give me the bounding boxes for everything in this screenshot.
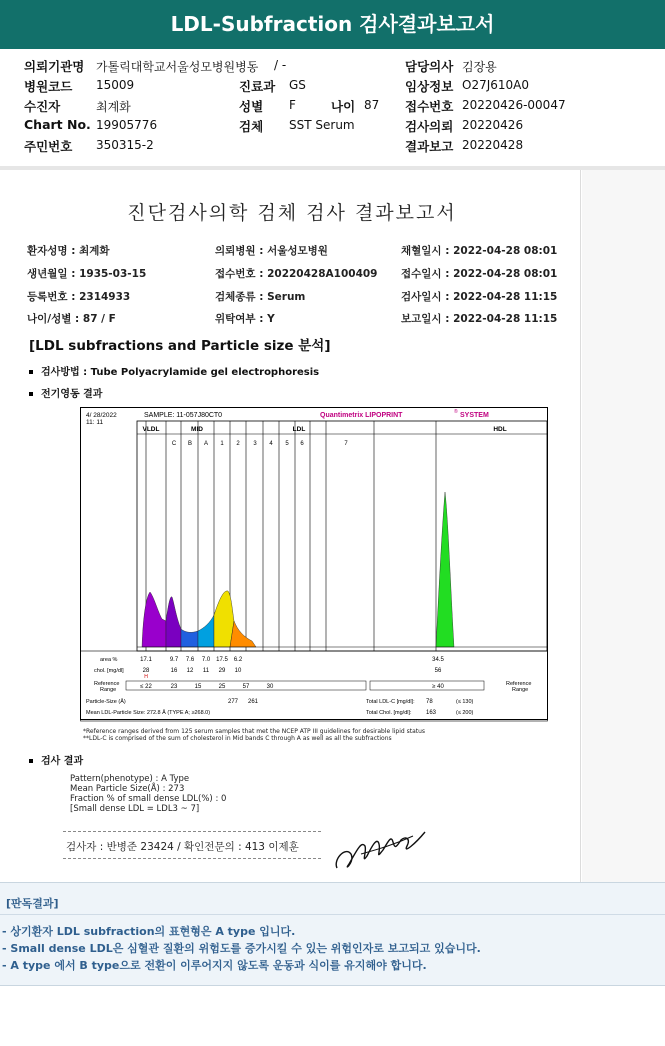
age-value: 87 (364, 98, 380, 112)
ref-value: 23 (170, 684, 178, 690)
sex-label: 성별 (239, 99, 264, 114)
result-sd-fraction: Fraction % of small dense LDL(%) : 0 (70, 794, 227, 804)
area-value: 17.1 (140, 657, 152, 663)
specimen-label: 검체 (239, 119, 264, 134)
method-line: 검사방법 : Tube Polyacrylamide gel electrophoresis (29, 363, 319, 378)
result-pattern: Pattern(phenotype) : A Type (70, 774, 190, 784)
row-size-label: Particle-Size (Å) (86, 699, 126, 705)
ldl-sub-label: 4 (269, 441, 273, 447)
total-chol-value: 163 (426, 710, 437, 716)
result-sd-def: [Small dense LDL = LDL3 ~ 7] (70, 804, 200, 814)
chart-no-label: Chart No. (24, 117, 91, 132)
institution-value: 가톨릭대학교서울성모병원병동 (96, 60, 259, 74)
ref-value: ≤ 22 (140, 684, 152, 690)
area-value: 17.5 (216, 657, 228, 663)
mid-sub-label: C (171, 441, 177, 447)
dept-value: GS (289, 78, 306, 92)
request-label: 검사의뢰 (405, 119, 454, 134)
report-banner: LDL-Subfraction 검사결과보고서 (0, 0, 665, 49)
area-value: 9.7 (169, 657, 179, 663)
examinee-value: 최계화 (96, 100, 131, 114)
ldl-sub-label: 1 (220, 441, 224, 447)
area-value: 7.6 (185, 657, 195, 663)
field-reported: 보고일시 : 2022-04-28 11:15 (401, 313, 558, 325)
size-value: 277 (228, 699, 239, 705)
electro-line: 전기영동 결과 (29, 385, 102, 400)
chart-brand: Quantimetrix LIPOPRINT (320, 412, 403, 419)
field-tested: 검사일시 : 2022-04-28 11:15 (401, 291, 558, 303)
footnote-1: *Reference ranges derived from 125 serum samples that met the NCEP ATP III guidelines for desirable lipid status (83, 728, 426, 735)
ward-value: / - (274, 58, 287, 72)
lipoprint-chart (80, 407, 548, 725)
chol-value: 56 (434, 668, 442, 674)
row-chol-label: chol. [mg/dl] (94, 668, 124, 674)
institution-label: 의뢰기관명 (24, 59, 85, 74)
age-label: 나이 (331, 99, 356, 114)
ldl-sub-label: 6 (300, 441, 304, 447)
signature-image (331, 824, 431, 876)
rrn-value: 350315-2 (96, 138, 154, 152)
total-ldl-ref: (≤ 130) (456, 699, 474, 705)
ref-hdl-value: ≥ 40 (432, 684, 444, 690)
band-label-ldl: LDL (292, 426, 306, 433)
band-label-mid: MID (191, 426, 203, 433)
total-ldl-label: Total LDL-C [mg/dl]: (366, 699, 415, 705)
chart-brand-reg: ® (454, 409, 458, 415)
chol-value: 28 (142, 668, 150, 674)
chart-no-value: 19905776 (96, 118, 158, 132)
chol-flag: H (144, 674, 148, 680)
field-name: 환자성명 : 최계화 (27, 245, 110, 257)
hospital-code-value: 15009 (96, 78, 135, 92)
field-agesex: 나이/성별 : 87 / F (27, 313, 116, 325)
ldl-sub-label: 7 (344, 441, 348, 447)
chol-value: 11 (202, 668, 210, 674)
chol-value: 29 (218, 668, 226, 674)
sig-dash-top (63, 831, 321, 832)
size-value: 261 (248, 699, 259, 705)
chart-brand-suffix: SYSTEM (460, 412, 489, 419)
report-title: 진단검사의학 검체 검사 결과보고서 (127, 202, 457, 224)
rrn-label: 주민번호 (24, 139, 73, 154)
judgement-divider (0, 914, 665, 915)
chol-value: 10 (234, 668, 242, 674)
judgement-line-3: - A type 에서 B type으로 전환이 이루어지지 않도록 운동과 식이를 유지해야 합니다. (2, 959, 427, 972)
area-value: 34.5 (432, 657, 444, 663)
ref-value: 57 (242, 684, 250, 690)
field-receipt: 접수번호 : 20220428A100409 (215, 268, 378, 280)
field-hospital: 의뢰병원 : 서울성모병원 (215, 245, 328, 257)
dept-label: 진료과 (239, 79, 276, 94)
ref-value: 25 (218, 684, 226, 690)
chart-sample: SAMPLE: 11-057J80CT0 (144, 412, 223, 419)
field-received: 접수일시 : 2022-04-28 08:01 (401, 268, 558, 280)
field-collected: 채혈일시 : 2022-04-28 08:01 (401, 245, 558, 257)
report-paper (3, 170, 581, 882)
field-consign: 위탁여부 : Y (215, 313, 275, 325)
judgement-heading: [판독결과] (6, 897, 59, 910)
ldl-sub-label: 3 (253, 441, 257, 447)
ref-value: 15 (194, 684, 202, 690)
ldl-sub-label: 5 (285, 441, 289, 447)
band-label-vldl: VLDL (142, 426, 160, 433)
patient-info-panel (0, 49, 665, 167)
chart-date: 4/ 28/2022 (86, 412, 117, 419)
lipoprint-svg (80, 407, 548, 725)
result-heading: 검사 결과 (29, 752, 83, 767)
footnote-2: **LDL-C is comprised of the sum of cholesterol in Mid bands C through A as well as all the subfractions (83, 735, 392, 742)
area-value: 7.0 (201, 657, 211, 663)
receipt-no-label: 접수번호 (405, 99, 454, 114)
field-reg: 등록번호 : 2314933 (27, 291, 131, 303)
doctor-value: 김장용 (462, 60, 497, 74)
total-chol-ref: (≤ 200) (456, 710, 474, 716)
gutter (582, 170, 665, 882)
row-ref-label-right-1: Reference (506, 681, 532, 687)
sig-dash-bottom (63, 858, 321, 859)
chart-time: 11: 11 (86, 419, 104, 426)
clinical-label: 임상정보 (405, 79, 454, 94)
area-value: 6.2 (233, 657, 243, 663)
band-label-hdl: HDL (493, 426, 507, 433)
doctor-label: 담당의사 (405, 59, 454, 74)
clinical-value: O27J610A0 (462, 78, 530, 92)
judgement-panel (0, 882, 665, 986)
total-chol-label: Total Chol. [mg/dl]: (366, 710, 412, 716)
report-value: 20220428 (462, 138, 524, 152)
specimen-value: SST Serum (289, 118, 355, 132)
request-value: 20220426 (462, 118, 524, 132)
chol-value: 12 (186, 668, 194, 674)
signature-line: 검사자 : 반병준 23424 / 확인전문의 : 413 이제훈 (66, 841, 299, 853)
mid-sub-label: B (187, 441, 193, 447)
report-label: 결과보고 (405, 139, 454, 154)
mean-size-label: Mean LDL-Particle Size: 272.8 Å (TYPE A; ≥268.0) (86, 710, 211, 716)
row-ref-label-2: Range (100, 687, 117, 693)
section-title: [LDL subfractions and Particle size 분석] (29, 338, 331, 354)
chol-value: 16 (170, 668, 178, 674)
ref-value: 30 (266, 684, 274, 690)
judgement-line-2: - Small dense LDL은 심혈관 질환의 위험도를 증가시킬 수 있는 위험인자로 보고되고 있습니다. (2, 942, 481, 955)
field-sample-type: 검체종류 : Serum (215, 291, 306, 303)
receipt-no-value: 20220426-00047 (462, 98, 566, 112)
mid-sub-label: A (203, 441, 209, 447)
examinee-label: 수진자 (24, 99, 61, 114)
row-area-label: area % (100, 657, 118, 663)
sex-value: F (289, 98, 296, 112)
judgement-line-1: - 상기환자 LDL subfraction의 표현형은 A type 입니다. (2, 925, 296, 938)
hospital-code-label: 병원코드 (24, 79, 73, 94)
ldl-sub-label: 2 (236, 441, 240, 447)
total-ldl-value: 78 (426, 699, 433, 705)
row-ref-label-1: Reference (94, 681, 120, 687)
row-ref-label-right-2: Range (512, 687, 529, 693)
result-mean-size: Mean Particle Size(Å) : 273 (70, 784, 185, 794)
field-dob: 생년월일 : 1935-03-15 (27, 268, 147, 280)
